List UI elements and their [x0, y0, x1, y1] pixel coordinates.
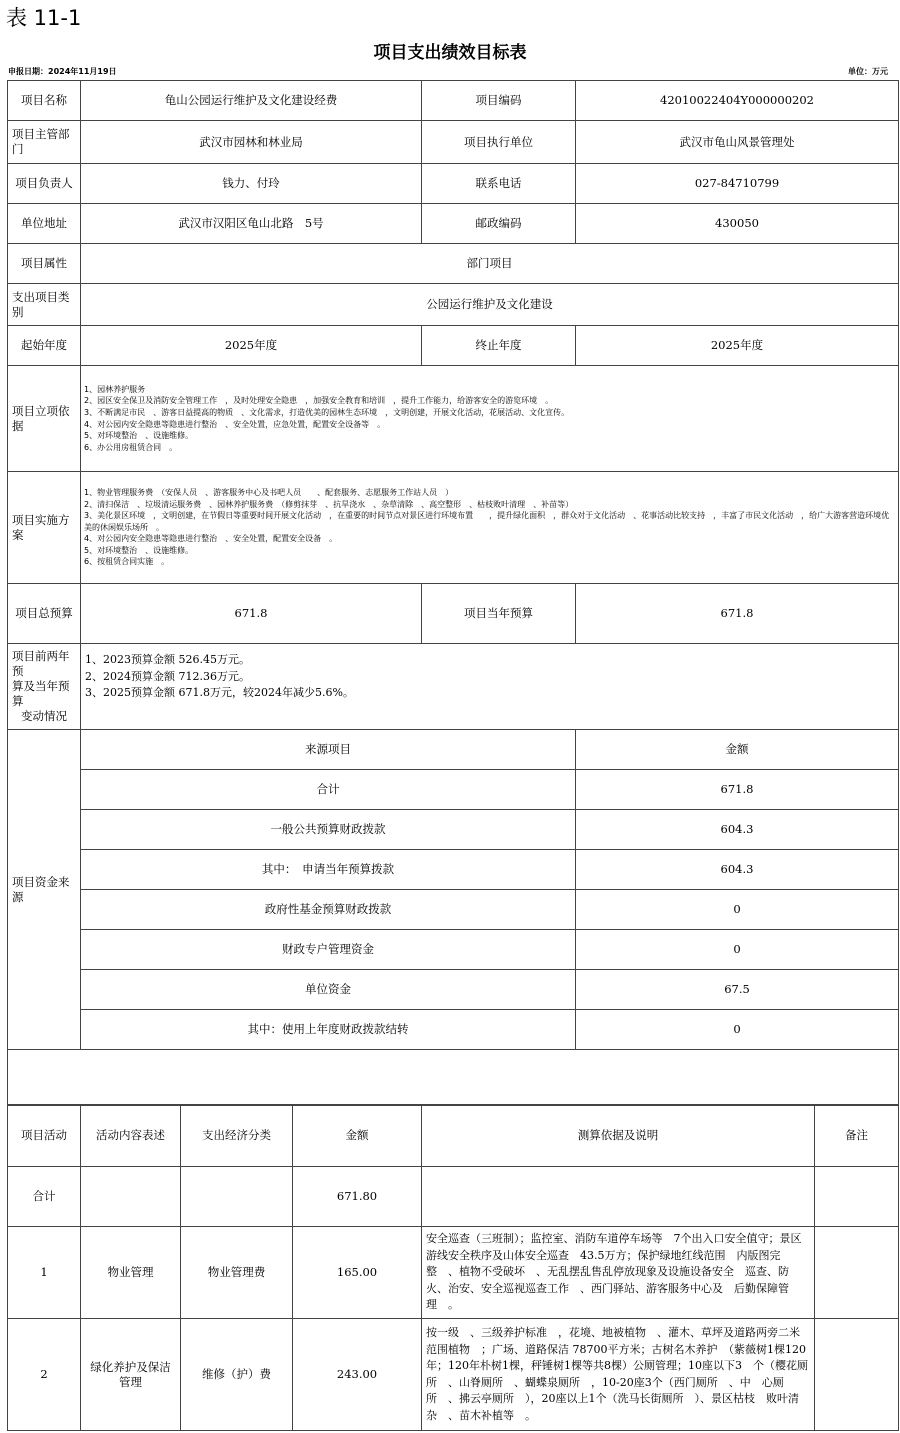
header-econ: 支出经济分类 — [181, 1105, 293, 1167]
project-name-value: 龟山公园运行维护及文化建设经费 — [81, 81, 422, 121]
activity-basis: 按一级 、三级养护标准 ，花境、地被植物 、灌木、草坪及道路两旁二米范围植物 ；广场、道路保洁 78700平方米；古树名木养护 （紫薇树1棵120年；120年朴树1棵，秤锤树1棵等共8棵）公厕管理；10座以下3 个（樱花厕所 、山脊厕所 、蝴蝶泉厕所 ，10-20座3个（西门厕所 、中 心厕所 、拂云亭厕所 ），20座以上1个（洗马长街厕所 ）、景区枯枝 败叶清杂 、苗木补植等 。 — [422, 1319, 815, 1431]
postcode-value: 430050 — [576, 204, 899, 244]
funding-item: 其中： 申请当年预算拨款 — [81, 850, 576, 890]
activity-total-amount: 671.80 — [293, 1167, 422, 1227]
attr-label: 项目属性 — [8, 244, 81, 284]
budget-change-line: 1、2023预算金额 526.45万元。 — [85, 653, 250, 666]
activity-total-label: 合计 — [8, 1167, 81, 1227]
budget-change-text — [81, 644, 899, 730]
funding-amount: 671.8 — [576, 770, 899, 810]
basis-text — [81, 366, 899, 472]
funding-item: 财政专户管理资金 — [81, 930, 576, 970]
exec-unit-value: 武汉市龟山风景管理处 — [576, 121, 899, 164]
funding-amount: 0 — [576, 1010, 899, 1050]
table-row — [8, 970, 899, 1010]
table-row — [8, 1167, 899, 1227]
funding-source-label: 项目资金来源 — [8, 730, 81, 1050]
activity-no: 2 — [8, 1319, 81, 1431]
header-amount: 金额 — [293, 1105, 422, 1167]
project-code-value: 42010022404Y000000202 — [576, 81, 899, 121]
address-label: 单位地址 — [8, 204, 81, 244]
plan-line: 1、物业管理服务费 （安保人员 、游客服务中心及书吧人员 、配套服务、志愿服务工作站人员 ） — [84, 487, 454, 497]
funding-amount: 0 — [576, 930, 899, 970]
funding-item: 一般公共预算财政拨款 — [81, 810, 576, 850]
basis-line: 6、办公用房租赁合同 。 — [84, 442, 178, 452]
phone-label: 联系电话 — [422, 164, 576, 204]
blank-row — [8, 1050, 899, 1106]
table-row — [8, 810, 899, 850]
activity-remark — [815, 1319, 899, 1431]
total-budget-label: 项目总预算 — [8, 584, 81, 644]
funding-amount: 67.5 — [576, 970, 899, 1010]
exec-unit-label: 项目执行单位 — [422, 121, 576, 164]
end-year-value: 2025年度 — [576, 326, 899, 366]
category-label: 支出项目类别 — [8, 284, 81, 326]
start-year-value: 2025年度 — [81, 326, 422, 366]
address-value: 武汉市汉阳区龟山北路 5号 — [81, 204, 422, 244]
table-row — [8, 81, 899, 121]
activity-remark — [815, 1227, 899, 1319]
table-row — [8, 164, 899, 204]
year-budget-label: 项目当年预算 — [422, 584, 576, 644]
table-row — [8, 326, 899, 366]
basis-line: 5、对环境整治 、设施维修。 — [84, 431, 194, 441]
table-row — [8, 1227, 899, 1319]
year-budget-value: 671.8 — [576, 584, 899, 644]
table-row — [8, 244, 899, 284]
budget-change-label-line: 算及当年预算 — [12, 679, 70, 708]
header-content: 活动内容表述 — [81, 1105, 181, 1167]
table-row — [8, 366, 899, 472]
end-year-label: 终止年度 — [422, 326, 576, 366]
basis-label: 项目立项依据 — [8, 366, 81, 472]
funding-amount: 604.3 — [576, 810, 899, 850]
report-date: 申报日期：2024年11月19日 — [8, 67, 117, 76]
project-name-label: 项目名称 — [8, 81, 81, 121]
activity-total-econ — [181, 1167, 293, 1227]
header-activity: 项目活动 — [8, 1105, 81, 1167]
unit-label: 单位：万元 — [848, 67, 888, 76]
project-info-table — [7, 80, 899, 1106]
basis-line: 4、对公园内安全隐患等隐患进行整治 、安全处置，应急处置，配置安全设备等 。 — [84, 419, 386, 429]
table-row — [8, 121, 899, 164]
table-row — [8, 472, 899, 584]
table-row — [8, 890, 899, 930]
start-year-label: 起始年度 — [8, 326, 81, 366]
funding-item: 合计 — [81, 770, 576, 810]
dept-label: 项目主管部门 — [8, 121, 81, 164]
budget-change-label-line: 变动情况 — [21, 708, 67, 723]
table-row — [8, 644, 899, 730]
activity-amount: 243.00 — [293, 1319, 422, 1431]
header-basis: 测算依据及说明 — [422, 1105, 815, 1167]
plan-text — [81, 472, 899, 584]
table-row — [8, 770, 899, 810]
activity-econ: 维修（护）费 — [181, 1319, 293, 1431]
plan-line: 5、对环境整治 、设施维修。 — [84, 545, 194, 555]
activity-content: 绿化养护及保洁 管理 — [81, 1319, 181, 1431]
category-value: 公园运行维护及文化建设 — [81, 284, 899, 326]
plan-line: 3、美化景区环境 ，文明创建，在节假日等重要时间开展文化活动 ，在重要的时间节点对景区进行环境布置 ，提升绿化面积 ，群众对于文化活动 、花事活动比较支持 ，丰富了市民文化活动 ，给广大游客营造环境优美的休闲娱乐场所 。 — [84, 511, 890, 532]
table-row — [8, 1319, 899, 1431]
table-row — [8, 204, 899, 244]
table-row — [8, 1010, 899, 1050]
budget-change-line: 2、2024预算金额 712.36万元。 — [85, 669, 250, 683]
table-row — [8, 730, 899, 770]
funding-item: 政府性基金预算财政拨款 — [81, 890, 576, 930]
activities-table — [7, 1104, 899, 1431]
phone-value: 027-84710799 — [576, 164, 899, 204]
basis-line: 3、不断满足市民 、游客日益提高的物质 、文化需求，打造优美的园林生态环境 ，文明创建，开展文化活动，花展活动、文化宣传。 — [84, 407, 570, 417]
table-row — [8, 1050, 899, 1106]
table-row — [8, 584, 899, 644]
activity-basis: 安全巡查（三班制）；监控室、消防车道停车场等 7个出入口安全值守；景区游线安全秩序及山体安全巡查 43.5万方；保护绿地红线范围 内版图完整 、植物不受破坏 、无乱摆乱售乱停放现象及设施设备安全 巡查、防火、治安、安全巡视巡查工作 、西门驿站、游客服务中心及 后勤保障管理 。 — [422, 1227, 815, 1319]
activity-content: 物业管理 — [81, 1227, 181, 1319]
budget-change-line: 3、2025预算金额 671.8万元，较2024年减少5.6%。 — [85, 686, 354, 699]
activity-amount: 165.00 — [293, 1227, 422, 1319]
funding-amount: 0 — [576, 890, 899, 930]
activity-total-remark — [815, 1167, 899, 1227]
funding-item: 其中：使用上年度财政拨款结转 — [81, 1010, 576, 1050]
plan-line: 6、按租赁合同实施 。 — [84, 557, 170, 567]
leader-value: 钱力、付玲 — [81, 164, 422, 204]
plan-line: 4、对公园内安全隐患等隐患进行整治 、安全处置，配置安全设备 。 — [84, 534, 338, 544]
funding-header-item: 来源项目 — [81, 730, 576, 770]
basis-line: 2、园区安全保卫及消防安全管理工作 ，及时处理安全隐患 ，加强安全教育和培训 ，提升工作能力，给游客安全的游览环境 。 — [84, 396, 554, 406]
budget-change-label — [8, 644, 81, 730]
table-row — [8, 284, 899, 326]
header-remark: 备注 — [815, 1105, 899, 1167]
table-row — [8, 930, 899, 970]
table-number-label: 表 11-1 — [6, 6, 82, 30]
basis-line: 1、园林养护服务 — [84, 384, 146, 394]
activity-total-basis — [422, 1167, 815, 1227]
activity-no: 1 — [8, 1227, 81, 1319]
activity-econ: 物业管理费 — [181, 1227, 293, 1319]
table-row — [8, 850, 899, 890]
budget-change-label-line: 项目前两年预 — [12, 649, 70, 679]
page-title: 项目支出绩效目标表 — [373, 43, 527, 63]
activity-total-content — [81, 1167, 181, 1227]
leader-label: 项目负责人 — [8, 164, 81, 204]
postcode-label: 邮政编码 — [422, 204, 576, 244]
funding-amount: 604.3 — [576, 850, 899, 890]
project-code-label: 项目编码 — [422, 81, 576, 121]
plan-label: 项目实施方案 — [8, 472, 81, 584]
funding-item: 单位资金 — [81, 970, 576, 1010]
table-row — [8, 1105, 899, 1167]
total-budget-value: 671.8 — [81, 584, 422, 644]
plan-line: 2、清扫保洁 、垃圾清运服务费 、园林养护服务费 （修剪抹芽 、抗旱浇水 、杂草清除 、高空整形 、枯枝败叶清理 、补苗等） — [84, 499, 574, 509]
dept-value: 武汉市园林和林业局 — [81, 121, 422, 164]
attr-value: 部门项目 — [81, 244, 899, 284]
funding-header-amount: 金额 — [576, 730, 899, 770]
